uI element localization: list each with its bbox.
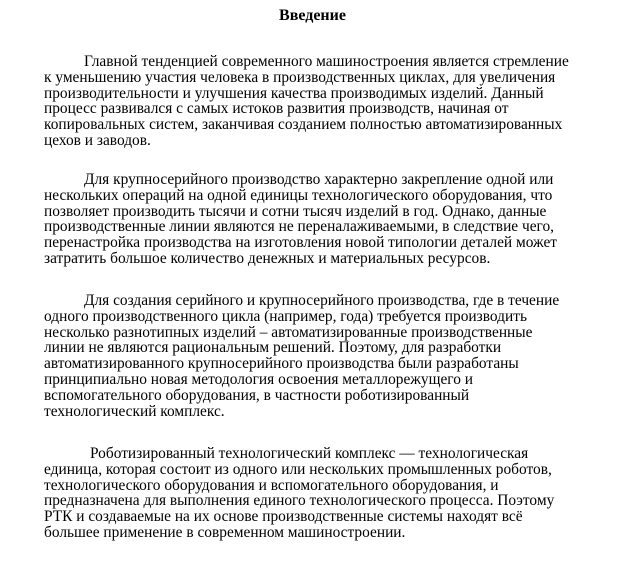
paragraph-line: затратить большое количество денежных и материальных ресурсов. bbox=[44, 249, 491, 267]
paragraph-line: перенастройка производства на изготовления новой типологии деталей может bbox=[44, 234, 558, 252]
paragraph-line: вспомогательного оборудования, в частности роботизированный bbox=[44, 386, 470, 404]
paragraph-line: автоматизированного крупносерийного производства были разработаны bbox=[44, 355, 519, 373]
paragraph-line: позволяет производить тысячи и сотни тысяч изделий в год. Однако, данные bbox=[44, 202, 547, 220]
paragraph-line: принципиально новая методология освоения металлорежущего и bbox=[44, 370, 474, 388]
paragraph-line: большее применение в современном машиностроении. bbox=[44, 523, 406, 541]
paragraph-line: технологический комплекс. bbox=[44, 402, 225, 420]
paragraph-line: Роботизированный технологический комплекс — технологическая bbox=[90, 445, 529, 462]
paragraph-line: Для крупносерийного производство характерно закрепление одной или bbox=[84, 171, 554, 188]
document-title: Введение bbox=[279, 7, 346, 24]
paragraph-line: одного производственного цикла (например, года) требуется производить bbox=[44, 307, 527, 325]
paragraph-line: производственные линии являются не переналаживаемыми, в следствие чего, bbox=[44, 218, 555, 236]
paragraph-line: цехов и заводов. bbox=[44, 131, 151, 149]
paragraph-4 bbox=[44, 446, 604, 541]
paragraph-line: производительности и улучшения качества производимых изделий. Данный bbox=[44, 84, 544, 102]
paragraph-line: РТК и создаваемые на их основе производственные системы находят всё bbox=[44, 508, 523, 526]
paragraph-line: Главной тенденцией современного машиностроения является стремление bbox=[84, 53, 569, 70]
paragraph-line: процесс развивался с самых истоков развития производств, начиная от bbox=[44, 100, 509, 118]
paragraph-line: к уменьшению участия человека в производственных циклах, для увеличения bbox=[44, 68, 556, 86]
paragraph-line: нескольких операций на одной единицы технологического оборудования, что bbox=[44, 186, 553, 204]
paragraph-line: копировальных систем, заканчивая созданием полностью автоматизированных bbox=[44, 116, 563, 134]
paragraph-line: Для создания серийного и крупносерийного производства, где в течение bbox=[84, 292, 560, 309]
paragraph-1 bbox=[44, 54, 604, 149]
paragraph-line: технологического оборудования и вспомогательного оборудования, и bbox=[44, 476, 499, 494]
paragraph-line: единица, которая состоит из одного или нескольких промышленных роботов, bbox=[44, 460, 552, 478]
paragraph-line: линии не являются рациональным решений. Поэтому, для разработки bbox=[44, 339, 502, 357]
paragraph-line: предназначена для выполнения единого технологического процесса. Поэтому bbox=[44, 492, 555, 510]
paragraph-3 bbox=[44, 293, 604, 419]
paragraph-line: несколько разнотипных изделий – автоматизированные производственные bbox=[44, 323, 533, 341]
paragraph-2 bbox=[44, 172, 604, 267]
